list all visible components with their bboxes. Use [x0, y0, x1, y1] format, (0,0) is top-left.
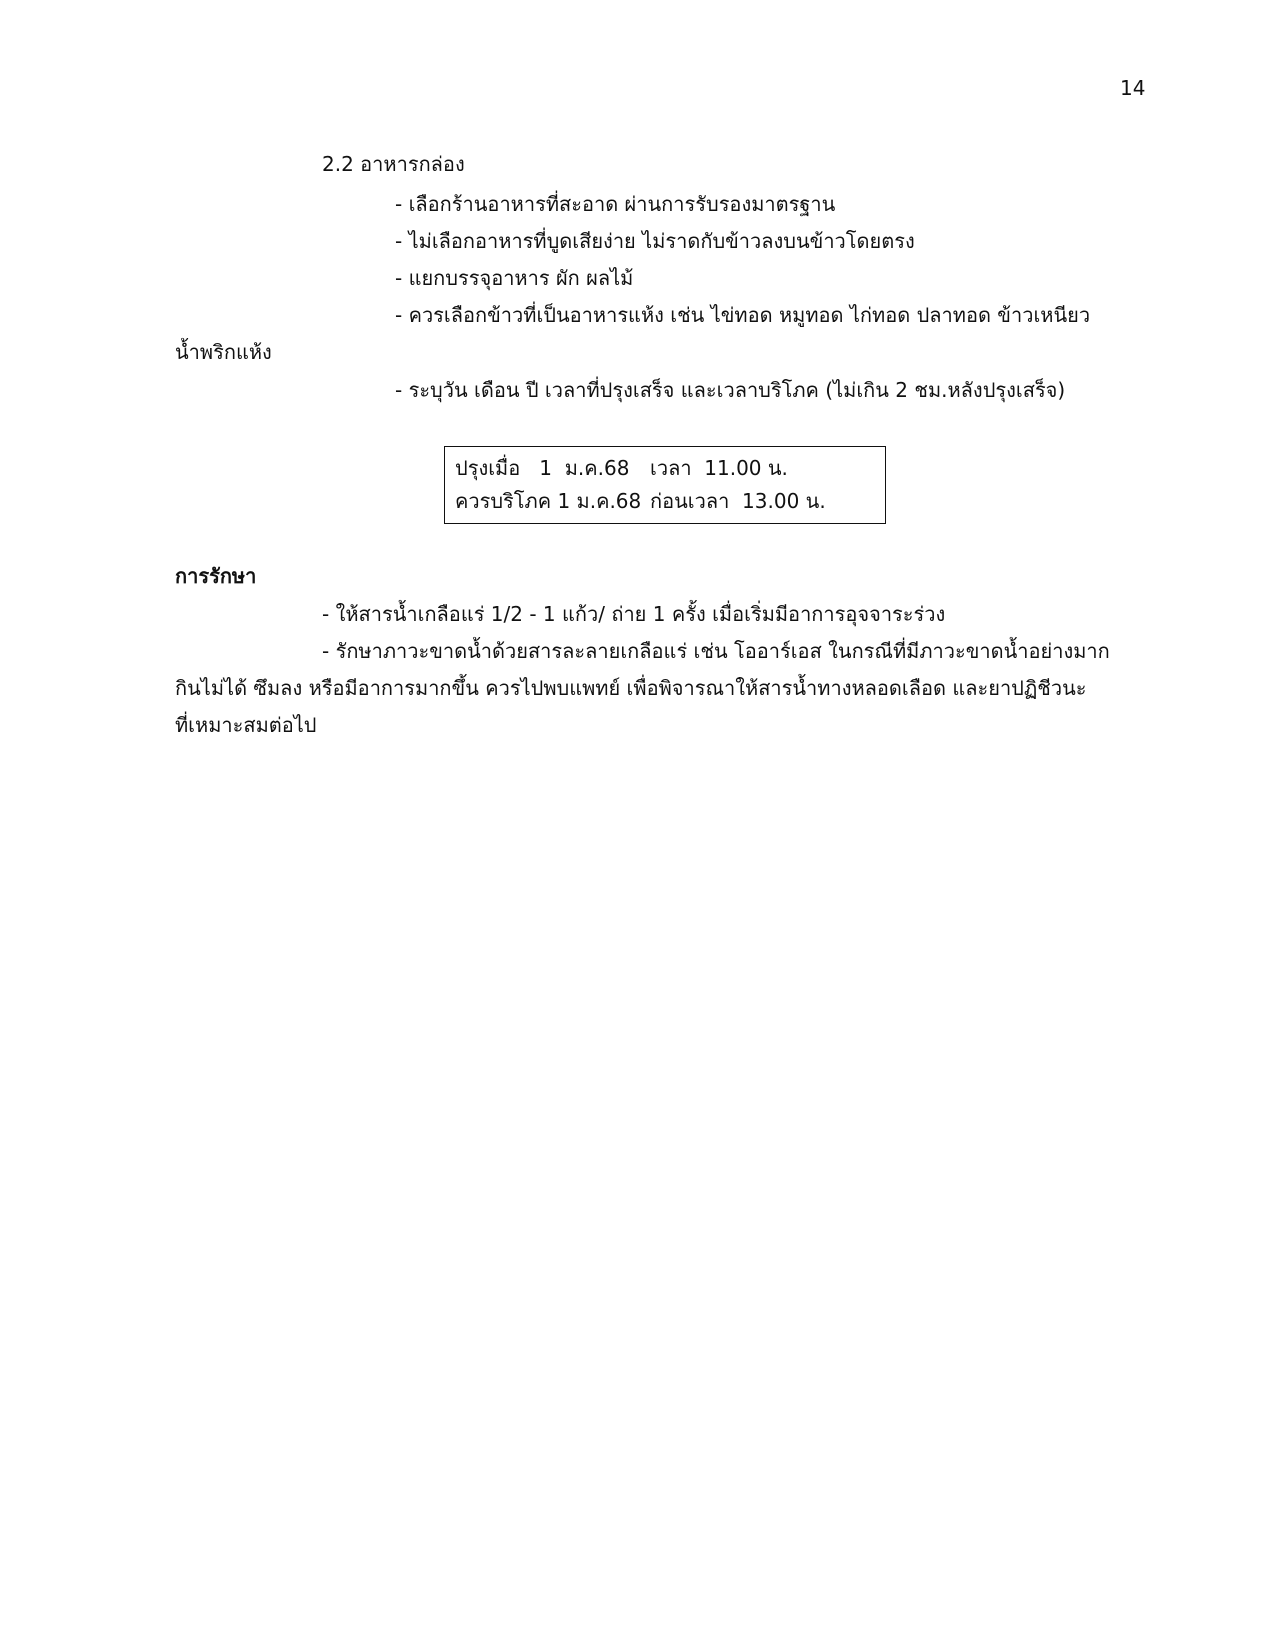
label-row — [455, 485, 875, 518]
treatment-line: - รักษาภาวะขาดน้ำด้วยสารละลายเกลือแร่ เช่น โออาร์เอส ในกรณีที่มีภาวะขาดน้ำอย่างมาก — [322, 639, 1110, 663]
bullet-continuation: น้ำพริกแห้ง — [175, 340, 272, 364]
cooked-date: ปรุงเมื่อ 1 ม.ค.68 — [455, 456, 630, 480]
consume-date: ควรบริโภค 1 ม.ค.68 — [455, 489, 642, 513]
page-number: 14 — [1120, 76, 1146, 100]
treatment-line: - ให้สารน้ำเกลือแร่ 1/2 - 1 แก้ว/ ถ่าย 1 ครั้ง เมื่อเริ่มมีอาการอุจจาระร่วง — [322, 602, 946, 626]
treatment-line: ที่เหมาะสมต่อไป — [175, 713, 317, 737]
bullet-item: - แยกบรรจุอาหาร ผัก ผลไม้ — [395, 266, 634, 290]
treatment-line: กินไม่ได้ ซึมลง หรือมีอาการมากขึ้น ควรไปพบแพทย์ เพื่อพิจารณาให้สารน้ำทางหลอดเลือด และยาปฏิชีวนะ — [175, 676, 1087, 700]
bullet-item: - ไม่เลือกอาหารที่บูดเสียง่าย ไม่ราดกับข้าวลงบนข้าวโดยตรง — [395, 229, 915, 253]
bullet-item: - ควรเลือกข้าวที่เป็นอาหารแห้ง เช่น ไข่ทอด หมูทอด ไก่ทอด ปลาทอด ข้าวเหนียว — [395, 303, 1091, 327]
label-row — [455, 452, 875, 485]
bullet-item: - ระบุวัน เดือน ปี เวลาที่ปรุงเสร็จ และเวลาบริโภค (ไม่เกิน 2 ชม.หลังปรุงเสร็จ) — [395, 378, 1066, 402]
section-title: 2.2 อาหารกล่อง — [322, 152, 465, 176]
food-label-box — [444, 446, 886, 524]
cooked-time: เวลา 11.00 น. — [650, 456, 788, 480]
consume-time: ก่อนเวลา 13.00 น. — [650, 489, 826, 513]
bullet-item: - เลือกร้านอาหารที่สะอาด ผ่านการรับรองมาตรฐาน — [395, 192, 836, 216]
treatment-heading: การรักษา — [175, 564, 257, 588]
